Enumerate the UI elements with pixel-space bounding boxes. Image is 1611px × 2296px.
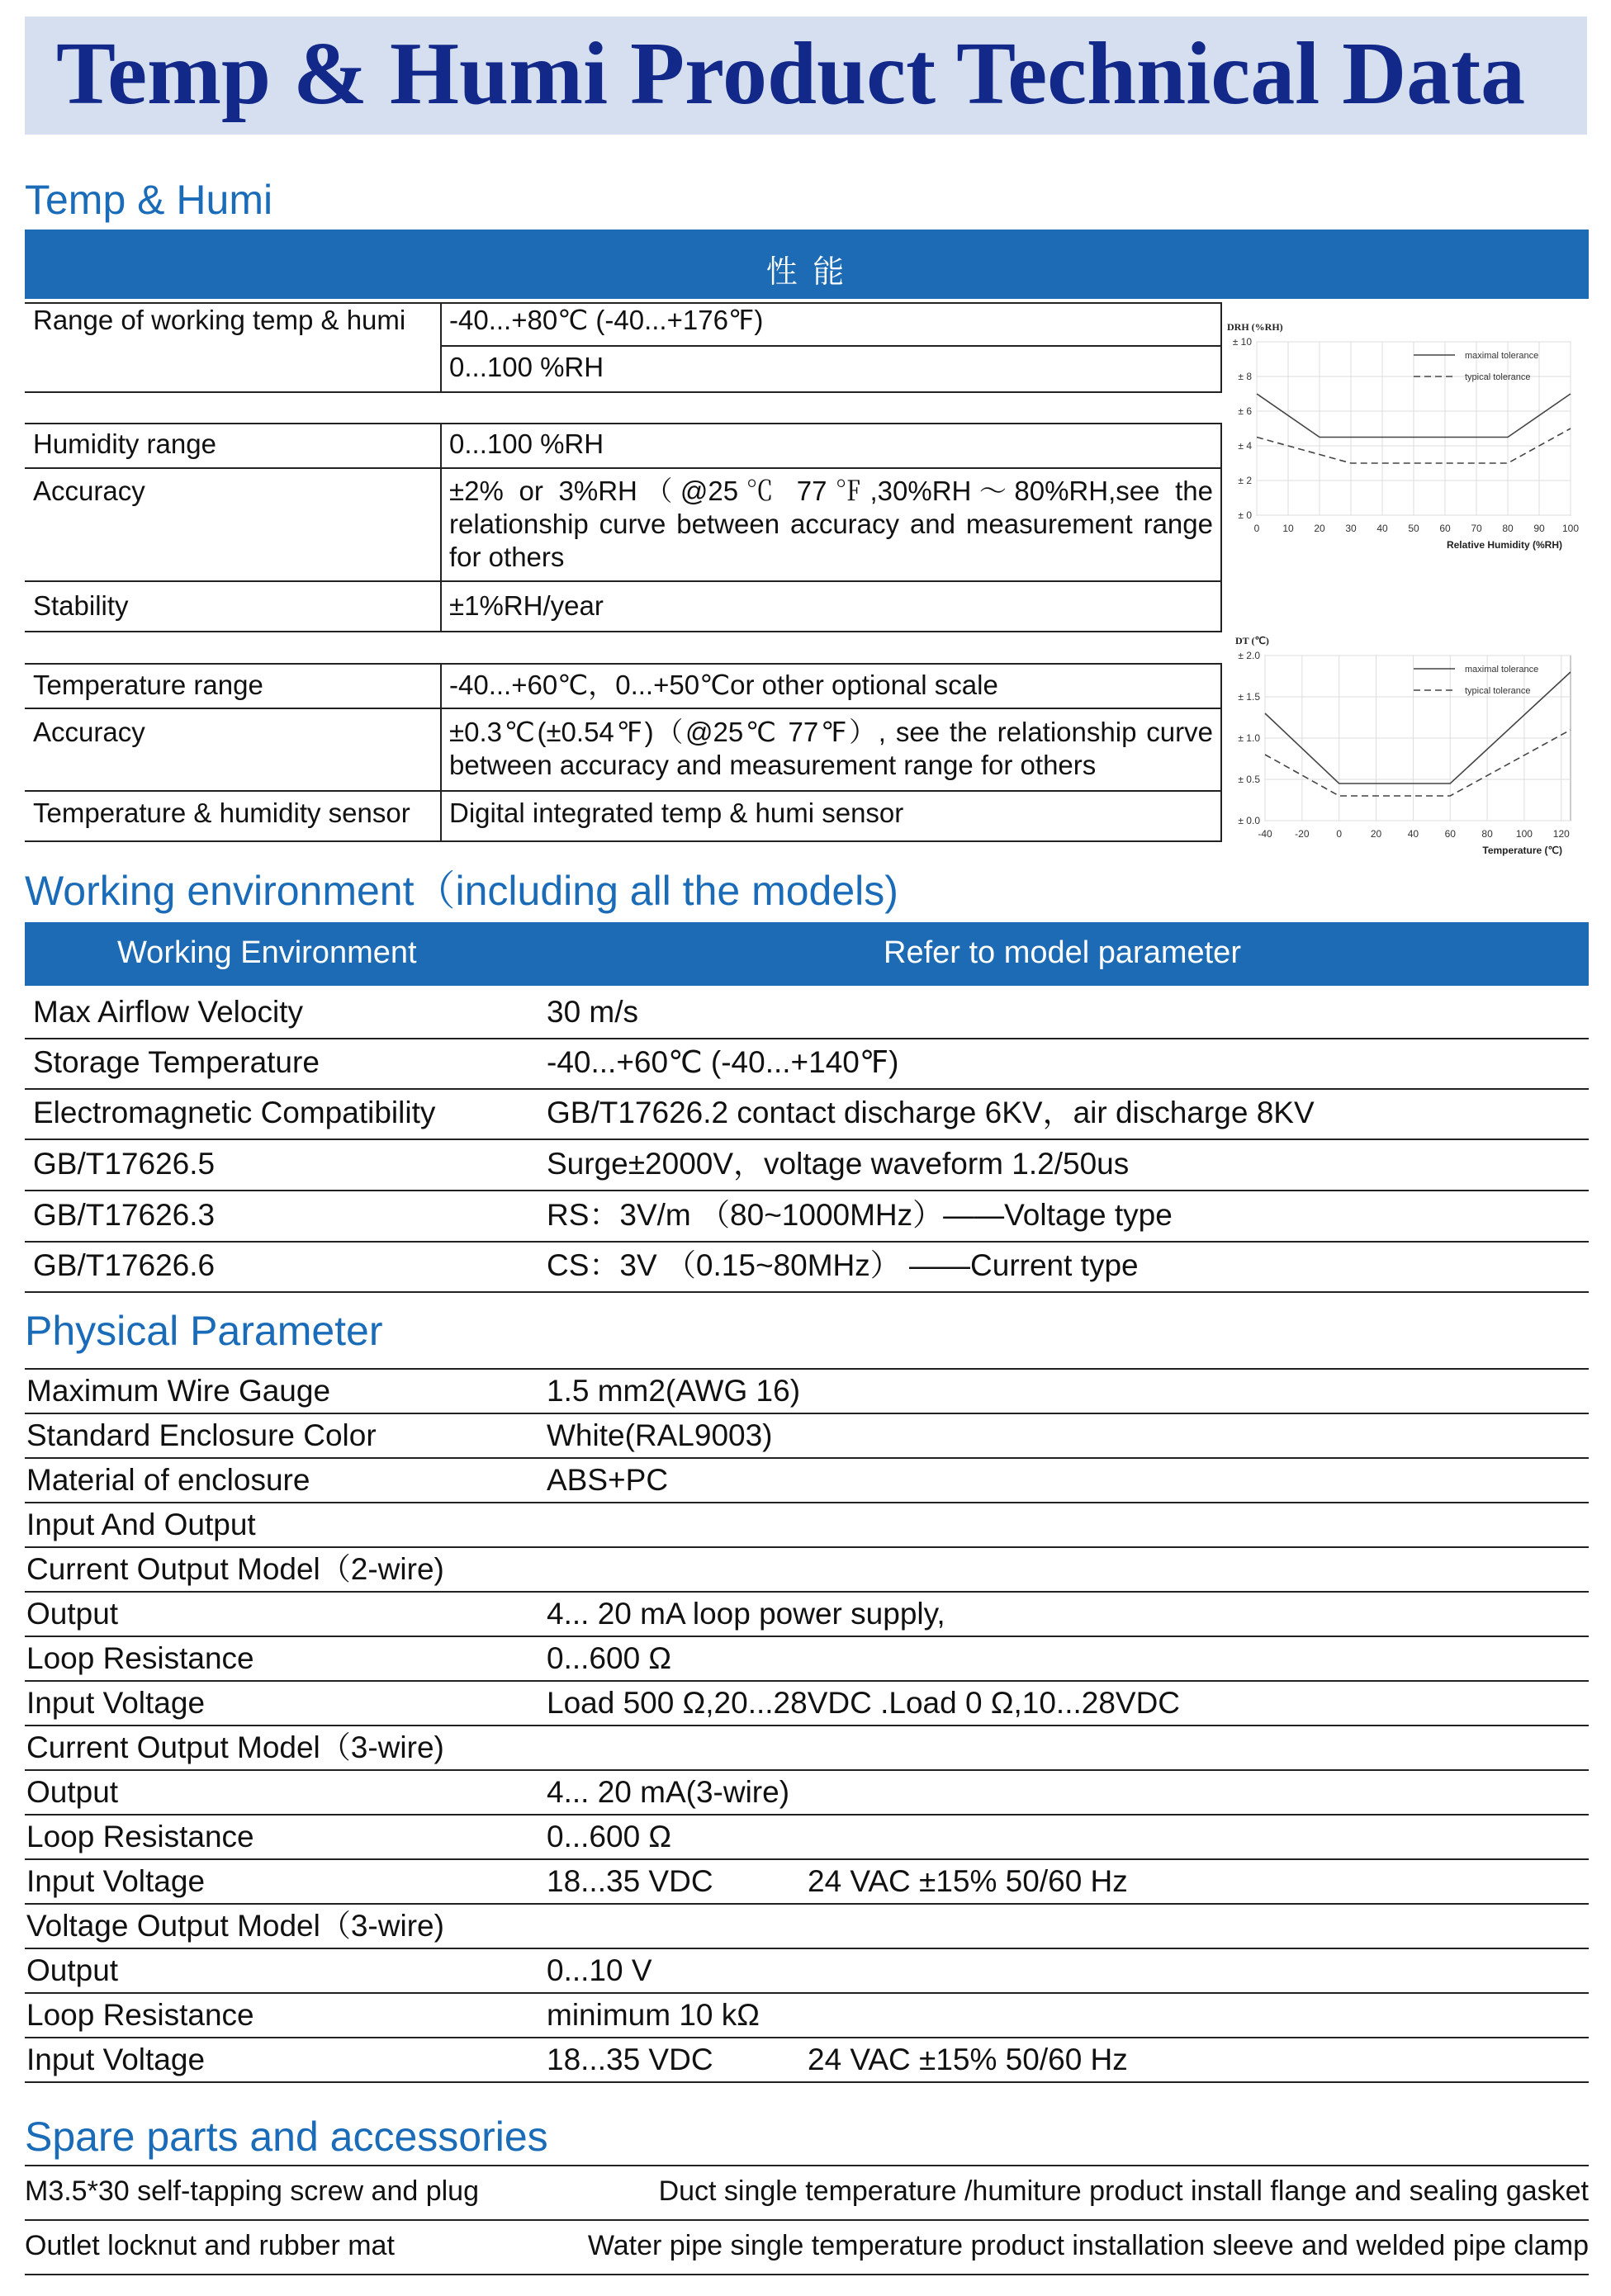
row-value-working-range-temp: -40...+80℃ (-40...+176℉) — [449, 305, 764, 335]
row-label-working-range: Range of working temp & humi — [33, 305, 406, 335]
section-heading-temp-humi: Temp & Humi — [25, 177, 273, 223]
table-row — [25, 1682, 1589, 1726]
humidity-tolerance-chart — [1224, 314, 1587, 561]
physical-row-value: Load 500 Ω,20...28VDC .Load 0 Ω,10...28VDC — [547, 1686, 1181, 1720]
env-row-value: CS：3V （0.15~80MHz） ——Current type — [547, 1248, 1139, 1282]
spare-left: M3.5*30 self-tapping screw and plug — [25, 2175, 479, 2207]
table-row — [25, 2221, 1589, 2275]
x-tick-label: 100 — [1515, 828, 1533, 840]
physical-row-value: 4... 20 mA loop power supply, — [547, 1597, 945, 1631]
x-tick-label: -40 — [1258, 828, 1272, 840]
table-row — [25, 2038, 1589, 2083]
x-tick-label: 60 — [1444, 828, 1456, 840]
physical-row-value-ac: 24 VAC ±15% 50/60 Hz — [808, 2043, 1128, 2076]
y-tick-label: ± 6 — [1238, 405, 1252, 417]
physical-row-label: Loop Resistance — [26, 1820, 254, 1853]
env-row-value: Surge±2000V，voltage waveform 1.2/50us — [547, 1147, 1130, 1181]
env-row-value: RS：3V/m （80~1000MHz）——Voltage type — [547, 1198, 1173, 1232]
table-row — [25, 1088, 1589, 1140]
row-label-temperature-accuracy: Accuracy — [33, 717, 145, 747]
y-tick-label: ± 0.0 — [1238, 815, 1260, 826]
physical-row-label: Input Voltage — [26, 1686, 206, 1720]
table-row — [25, 987, 1589, 1039]
table-row — [25, 1370, 1589, 1414]
section-heading-physical: Physical Parameter — [25, 1308, 383, 1354]
page-title: Temp & Humi Product Technical Data — [56, 25, 1526, 123]
x-tick-label: 60 — [1439, 523, 1451, 534]
x-axis-label: Relative Humidity (%RH) — [1446, 539, 1562, 551]
env-row-label: Max Airflow Velocity — [33, 995, 303, 1029]
x-tick-label: 20 — [1314, 523, 1325, 534]
physical-row-value: 18...35 VDC — [547, 1864, 713, 1898]
table-row — [25, 1815, 1589, 1860]
x-tick-label: -20 — [1295, 828, 1310, 840]
row-label-stability: Stability — [33, 590, 129, 621]
physical-row-value: 18...35 VDC — [547, 2043, 713, 2076]
table-row — [25, 1038, 1589, 1090]
table-row — [25, 2166, 1589, 2221]
physical-row-label: Loop Resistance — [26, 1998, 254, 2032]
x-tick-label: 80 — [1481, 828, 1493, 840]
physical-row-label: Standard Enclosure Color — [26, 1418, 377, 1452]
y-tick-label: ± 0.5 — [1238, 774, 1260, 785]
env-row-label: GB/T17626.5 — [33, 1147, 216, 1181]
table-row — [25, 1548, 1589, 1593]
env-row-label: GB/T17626.6 — [33, 1248, 216, 1282]
x-tick-label: 90 — [1533, 523, 1545, 534]
performance-header-bar — [25, 230, 1589, 299]
physical-row-value-ac: 24 VAC ±15% 50/60 Hz — [808, 1864, 1128, 1898]
physical-row-value: 0...600 Ω — [547, 1641, 672, 1675]
legend-label: maximal tolerance — [1465, 351, 1539, 361]
x-tick-label: 50 — [1408, 523, 1419, 534]
y-tick-label: ± 10 — [1232, 336, 1252, 348]
physical-row-label: Current Output Model（3-wire) — [26, 1730, 444, 1764]
row-value-temperature-range: -40...+60℃，0...+50℃or other optional scale — [449, 670, 998, 700]
physical-row-value: ABS+PC — [547, 1463, 669, 1497]
y-tick-label: ± 4 — [1238, 440, 1252, 452]
table-row — [25, 1191, 1589, 1243]
table-row — [25, 1503, 1589, 1548]
y-tick-label: ± 2.0 — [1238, 650, 1260, 661]
physical-row-value: 0...10 V — [547, 1953, 652, 1987]
physical-row-value: White(RAL9003) — [547, 1418, 773, 1452]
x-tick-label: 20 — [1370, 828, 1382, 840]
spare-right: Duct single temperature /humiture product install flange and sealing gasket — [658, 2175, 1589, 2207]
x-tick-label: 70 — [1471, 523, 1482, 534]
table-row — [25, 1905, 1589, 1949]
x-tick-label: 100 — [1561, 523, 1580, 534]
x-tick-label: 0 — [1336, 828, 1343, 840]
working-env-header-bar — [25, 922, 1589, 986]
table-row — [25, 1771, 1589, 1815]
temperature-tolerance-chart — [1224, 627, 1587, 875]
y-tick-label: ± 1.0 — [1238, 732, 1260, 744]
row-label-sensor: Temperature & humidity sensor — [33, 798, 410, 828]
y-tick-label: ± 0 — [1238, 509, 1252, 521]
y-tick-label: ± 1.5 — [1238, 691, 1260, 703]
physical-row-label: Output — [26, 1953, 119, 1987]
env-row-value: GB/T17626.2 contact discharge 6KV，air discharge 8KV — [547, 1096, 1315, 1129]
row-value-temperature-accuracy: ±0.3℃(±0.54℉)（@25℃ 77℉）, see the relationship curve between accuracy and measurement range for others — [449, 717, 1213, 780]
working-env-col2-header: Refer to model parameter — [884, 935, 1241, 970]
row-value-stability: ±1%RH/year — [449, 590, 604, 621]
section-heading-spare: Spare parts and accessories — [25, 2114, 548, 2160]
x-axis-label: Temperature (℃) — [1482, 845, 1562, 856]
x-tick-label: 40 — [1407, 828, 1419, 840]
row-label-temperature-range: Temperature range — [33, 670, 263, 700]
spare-right: Water pipe single temperature product installation sleeve and welded pipe clamp — [587, 2230, 1589, 2261]
row-value-sensor: Digital integrated temp & humi sensor — [449, 798, 904, 828]
table-row — [25, 1637, 1589, 1682]
x-tick-label: 0 — [1253, 523, 1260, 534]
section-heading-working-env: Working environment（including all the models) — [25, 868, 898, 914]
y-tick-label: ± 2 — [1238, 475, 1252, 486]
table-row — [25, 1139, 1589, 1191]
physical-row-label: Voltage Output Model（3-wire) — [26, 1909, 444, 1943]
physical-row-value: minimum 10 kΩ — [547, 1998, 760, 2032]
physical-row-label: Material of enclosure — [26, 1463, 310, 1497]
x-tick-label: 10 — [1282, 523, 1294, 534]
title-banner — [25, 17, 1587, 135]
table-row — [25, 1994, 1589, 2038]
env-row-label: Storage Temperature — [33, 1045, 320, 1079]
physical-row-label: Output — [26, 1597, 119, 1631]
physical-row-label: Input Voltage — [26, 1864, 206, 1898]
env-row-value: 30 m/s — [547, 995, 639, 1029]
physical-row-value: 0...600 Ω — [547, 1820, 672, 1853]
env-row-value: -40...+60℃ (-40...+140℉) — [547, 1045, 899, 1079]
physical-row-label: Maximum Wire Gauge — [26, 1374, 331, 1408]
y-axis-label: DT (℃) — [1235, 635, 1269, 646]
row-label-humidity-range: Humidity range — [33, 428, 216, 459]
legend-label: typical tolerance — [1465, 372, 1531, 382]
x-tick-label: 80 — [1502, 523, 1514, 534]
row-label-humidity-accuracy: Accuracy — [33, 476, 145, 506]
table-row — [25, 1414, 1589, 1459]
table-row — [25, 1949, 1589, 1994]
spare-left: Outlet locknut and rubber mat — [25, 2230, 395, 2261]
table-row — [25, 1726, 1589, 1771]
row-value-humidity-range: 0...100 %RH — [449, 428, 604, 459]
row-value-working-range-humi: 0...100 %RH — [449, 352, 604, 382]
env-row-label: Electromagnetic Compatibility — [33, 1096, 436, 1129]
row-value-humidity-accuracy: ±2% or 3%RH（@25℃ 77℉,30%RH～80%RH,see the relationship curve between accuracy and measurement range for others — [449, 476, 1213, 572]
x-tick-label: 40 — [1376, 523, 1388, 534]
physical-row-label: Current Output Model（2-wire) — [26, 1552, 444, 1586]
table-row — [25, 1241, 1589, 1293]
y-tick-label: ± 8 — [1238, 371, 1252, 382]
physical-row-label: Input And Output — [26, 1508, 256, 1541]
y-axis-label: DRH (%RH) — [1227, 321, 1283, 333]
working-env-col1-header: Working Environment — [117, 935, 417, 970]
physical-row-value: 4... 20 mA(3-wire) — [547, 1775, 790, 1809]
x-tick-label: 30 — [1345, 523, 1357, 534]
performance-header-label: 性 能 — [765, 255, 848, 290]
legend-label: typical tolerance — [1465, 686, 1531, 696]
legend-label: maximal tolerance — [1465, 665, 1539, 675]
physical-row-value: 1.5 mm2(AWG 16) — [547, 1374, 801, 1408]
x-tick-label: 120 — [1552, 828, 1570, 840]
table-row — [25, 1459, 1589, 1503]
physical-row-label: Loop Resistance — [26, 1641, 254, 1675]
physical-row-label: Output — [26, 1775, 119, 1809]
table-row — [25, 1860, 1589, 1905]
table-row — [25, 1593, 1589, 1637]
physical-row-label: Input Voltage — [26, 2043, 206, 2076]
env-row-label: GB/T17626.3 — [33, 1198, 216, 1232]
